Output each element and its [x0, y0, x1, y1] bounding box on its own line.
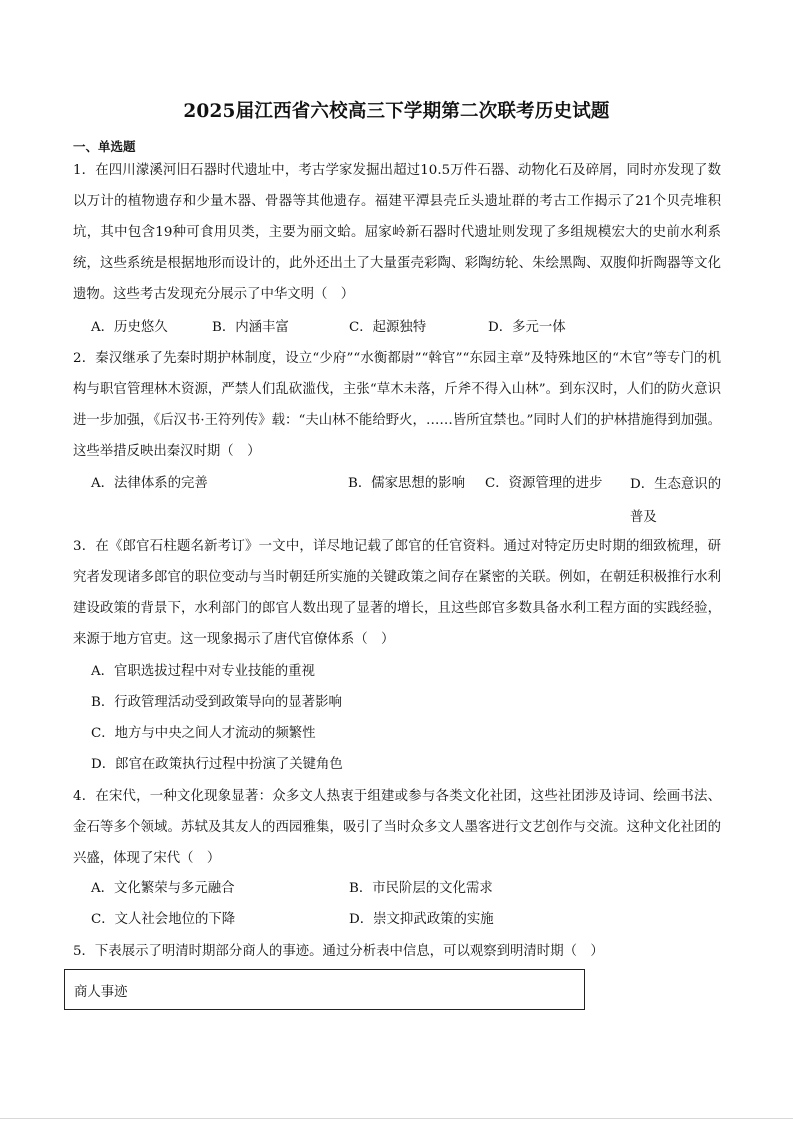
question-4-stem: 4．在宋代，一种文化现象显著：众多文人热衷于组建或参与各类文化社团，这些社团涉及诗词、绘画书法、金石等多个领域。苏轼及其友人的西园雅集，吸引了当时众多文人墨客进行文艺创作与交流。这种文化社团的兴盛，体现了宋代（ ） — [73, 789, 721, 866]
q3-option-d[interactable]: D．郎官在政策执行过程中扮演了关键角色 — [91, 757, 343, 772]
merchant-table — [64, 969, 585, 1010]
page-bottom-divider — [0, 1118, 793, 1119]
q4-option-a[interactable]: A．文化繁荣与多元融合 — [91, 881, 235, 896]
q1-option-a[interactable]: A．历史悠久 — [91, 320, 168, 335]
question-3-stem: 3．在《郎官石柱题名新考订》一文中，详尽地记载了郎官的任官资料。通过对特定历史时期的细致梳理，研究者发现诸多郎官的职位变动与当时朝廷所实施的关键政策之间存在紧密的关联。例如，在朝廷积极推行水利建设政策的背景下，水利部门的郎官人数出现了显著的增长，且这些郎官多数具备水利工程方面的实践经验，来源于地方官吏。这一现象揭示了唐代官僚体系（ ） — [73, 539, 721, 647]
q1-option-d[interactable]: D．多元一体 — [488, 320, 566, 335]
q3-option-c[interactable]: C．地方与中央之间人才流动的频繁性 — [91, 726, 316, 741]
q4-option-b[interactable]: B．市民阶层的文化需求 — [349, 881, 493, 896]
q1-option-c[interactable]: C．起源独特 — [349, 320, 427, 335]
q4-option-d[interactable]: D．崇文抑武政策的实施 — [349, 912, 494, 927]
section-heading: 一、单选题 — [73, 139, 136, 154]
question-1-stem: 1．在四川濛溪河旧石器时代遗址中，考古学家发掘出超过10.5万件石器、动物化石及碎屑，同时亦发现了数以万计的植物遗存和少量木器、骨器等其他遗存。福建平潭县壳丘头遗址群的考古工作揭示了21个贝壳堆积坑，其中包含19种可食用贝类，主要为丽文蛤。屈家岭新石器时代遗址则发现了多组规模宏大的史前水利系统，这些系统是根据地形而设计的，此外还出土了大量蛋壳彩陶、彩陶纺轮、朱绘黑陶、双腹仰折陶器等文化遗物。这些考古发现充分展示了中华文明（ ） — [73, 163, 721, 302]
q2-option-a[interactable]: A．法律体系的完善 — [91, 476, 208, 491]
page-title: 2025届江西省六校高三下学期第二次联考历史试题 — [183, 101, 610, 122]
q3-option-b[interactable]: B．行政管理活动受到政策导向的显著影响 — [91, 695, 342, 710]
q2-option-c[interactable]: C．资源管理的进步 — [485, 476, 603, 491]
question-5-stem: 5．下表展示了明清时期部分商人的事迹。通过分析表中信息，可以观察到明清时期（ ） — [73, 944, 604, 959]
q4-option-c[interactable]: C．文人社会地位的下降 — [91, 912, 236, 927]
table-header-cell: 商人事迹 — [74, 985, 128, 1000]
question-2-stem: 2．秦汉继承了先秦时期护林制度，设立“少府”“水衡都尉”“斡官”“东园主章”及特殊地区的“木官”等专门的机构与职官管理林木资源，严禁人们乱砍滥伐，主张“草木未落，斤斧不得入山林”。到东汉时，人们的防火意识进一步加强，《后汉书·王符列传》载：“夫山林不能给野火，……皆所宜禁也。”同时人们的护林措施得到加强。这些举措反映出秦汉时期（ ） — [73, 351, 721, 459]
q2-option-d-text: D．生态意识的普及 — [630, 477, 722, 525]
q3-option-a[interactable]: A．官职选拔过程中对专业技能的重视 — [91, 664, 315, 679]
q2-option-d[interactable] — [91, 474, 722, 534]
q2-option-b[interactable]: B．儒家思想的影响 — [348, 476, 465, 491]
q1-option-b[interactable]: B．内涵丰富 — [212, 320, 289, 335]
